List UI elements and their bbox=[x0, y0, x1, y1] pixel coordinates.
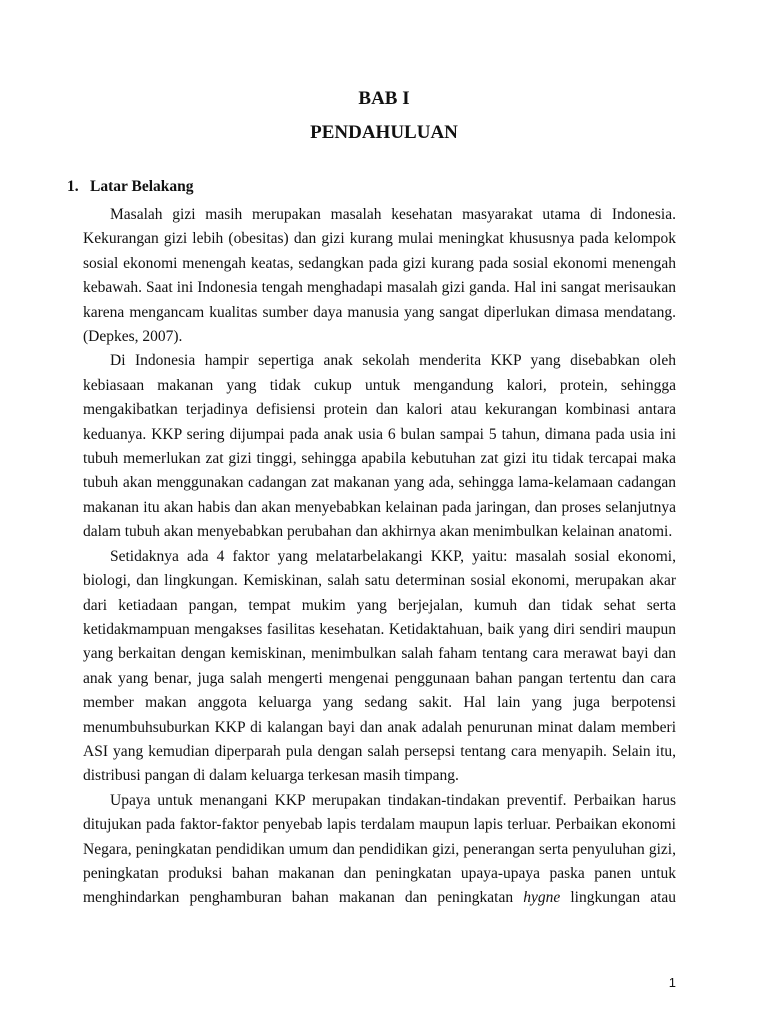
paragraph-3: Setidaknya ada 4 faktor yang melatarbelakangi KKP, yaitu: masalah sosial ekonomi, biologi, dan lingkungan. Kemiskinan, salah satu determinan sosial ekonomi, merupakan akar dari ketiadaan pangan, tempat mukim yang berjejalan, kumuh dan tidak sehat serta ketidakmampuan mengakses fasilitas kesehatan. Ketidaktahuan, baik yang diri sendiri maupun yang berkaitan dengan kemiskinan, menimbulkan salah faham tentang cara merawat bayi dan anak yang benar, juga salah mengerti mengenai penggunaan bahan pangan tertentu dan cara member makan anggota keluarga yang sedang sakit. Hal lain yang juga berpotensi menumbuhsuburkan KKP di kalangan bayi dan anak adalah penurunan minat dalam memberi ASI yang kemudian diperparah pula dengan salah persepsi tentang cara menyapih. Selain itu, distribusi pangan di dalam keluarga terkesan masih timpang. bbox=[83, 547, 676, 785]
body-text bbox=[83, 203, 676, 911]
page-number: 1 bbox=[668, 975, 676, 990]
paragraph-4-text: Upaya untuk menangani KKP merupakan tindakan-tindakan preventif. Perbaikan harus ditujukan pada faktor-faktor penyebab lapis terdalam maupun lapis terluar. Perbaikan ekonomi Negara, peningkatan pendidikan umum dan pendidikan gizi, penerangan serta penyuluhan gizi, peningkatan produksi bahan makanan dan peningkatan upaya-upaya paska panen untuk menghindarkan penghamburan bahan makanan dan peningkatan bbox=[83, 791, 676, 907]
section-title: Latar Belakang bbox=[90, 178, 194, 195]
chapter-number: BAB I bbox=[358, 88, 410, 109]
paragraph-4-continuation: lingkungan atau bbox=[570, 889, 677, 907]
section-number: 1. bbox=[67, 178, 79, 195]
paragraph-4 bbox=[83, 789, 676, 911]
paragraph-1: Masalah gizi masih merupakan masalah kesehatan masyarakat utama di Indonesia. Kekurangan gizi lebih (obesitas) dan gizi kurang mulai meningkat khususnya pada kelompok sosial ekonomi menengah keatas, sedangkan pada gizi kurang pada sosial ekonomi menengah kebawah. Saat ini Indonesia tengah menghadapi masalah gizi ganda. Hal ini sangat merisaukan karena mengancam kualitas sumber daya manusia yang sangat diperlukan dimasa mendatang. (Depkes, 2007). bbox=[83, 206, 676, 346]
chapter-title: PENDAHULUAN bbox=[310, 122, 458, 143]
section-heading bbox=[67, 178, 194, 196]
paragraph-2: Di Indonesia hampir sepertiga anak sekolah menderita KKP yang disebabkan oleh kebiasaan makanan yang tidak cukup untuk mengandung kalori, protein, sehingga mengakibatkan terjadinya defisiensi protein dan kalori atau kekurangan kombinasi antara keduanya. KKP sering dijumpai pada anak usia 6 bulan sampai 5 tahun, dimana pada usia ini tubuh memerlukan zat gizi tinggi, sehingga apabila kebutuhan zat gizi itu tidak tercapai maka tubuh akan menggunakan cadangan zat makanan yang ada, sehingga lama-kelamaan cadangan makanan itu akan habis dan akan menyebabkan kelainan pada jaringan, dan proses selanjutnya dalam tubuh akan menyebabkan perubahan dan akhirnya akan menimbulkan kelainan anatomi. bbox=[83, 352, 676, 541]
italic-term: hygne bbox=[523, 889, 561, 907]
